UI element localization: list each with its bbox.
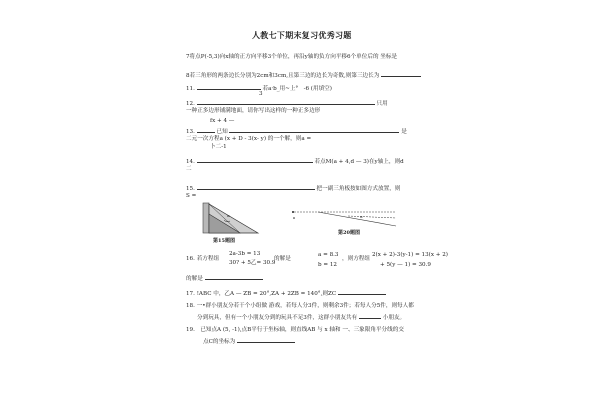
question-14-line2: 二 xyxy=(186,166,192,172)
question-17-text: !ABC 中，乙A — ZB = 20°,ZA + 2ZB = 140°,则ZC xyxy=(196,291,337,297)
question-16-mid: 的解是 xyxy=(274,256,291,262)
question-11-tail: -6 (用填空) xyxy=(303,86,332,92)
question-16-post: ，则方程组 xyxy=(342,256,370,262)
question-14-text: 若点M(a + 4,d — 3)在y轴上，则d xyxy=(314,159,404,165)
question-16-eq2: 30? + 5乙= 30.9 xyxy=(229,260,276,266)
question-12-line2: 一种正多边形铺满地面，请你写出这样的一种正多边形 xyxy=(186,108,321,114)
question-11-text: 若a·b_用~上° xyxy=(262,86,299,92)
answer-blank xyxy=(381,71,421,77)
question-16-eq3: 2(x + 2)-3(y-1) = 13(x + 2) xyxy=(372,252,448,258)
question-14 xyxy=(186,157,404,166)
question-13-line2: 二元一次方程a (x + D - 3(x- y) 的一个解，则a = xyxy=(186,136,312,142)
question-13-line3: 卜二-1 xyxy=(210,144,227,150)
question-number: 18. xyxy=(186,303,195,309)
question-number: 14. xyxy=(186,159,195,165)
question-number: 16. xyxy=(186,256,195,262)
question-15-text: 把一副三角板按如图方式放置，则 xyxy=(316,186,401,192)
question-15 xyxy=(186,184,400,193)
question-11-subscript: 3 xyxy=(259,91,263,97)
svg-text:α: α xyxy=(227,213,230,218)
answer-blank xyxy=(197,184,315,190)
figure-15-caption: 第15题图 xyxy=(213,238,235,244)
answer-blank xyxy=(237,337,295,343)
question-number: 13. xyxy=(186,129,195,135)
question-18-text: 一•群小朋友分若干个小组做 游戏，若每人分3件，则剩余3件；若每人分5件，则每人都 xyxy=(196,303,414,309)
answer-blank xyxy=(197,127,215,133)
question-16-eq4: + 5(y — 1) = 30.9 xyxy=(380,262,431,268)
question-13-known: 已知 xyxy=(216,129,228,135)
answer-blank xyxy=(229,127,399,133)
question-18 xyxy=(186,303,414,310)
question-16-eq1: 2a-3b = 13 xyxy=(229,251,261,257)
question-number: 17. xyxy=(186,291,195,297)
question-19-text: 已知点A (5, -1),点B平行于坐标轴，则直线AB 与 x 轴和 一、三象限角平分线的交 xyxy=(200,327,404,333)
question-15-line2: S = xyxy=(186,193,197,199)
question-18-line2-text: 分到玩具，但有一个小朋友分到的玩具不足3件，这群小朋友共有 xyxy=(197,315,358,321)
question-16-sol1: a = 8.3 xyxy=(318,252,339,258)
question-16-sol2: b = 12 xyxy=(318,262,337,268)
answer-blank xyxy=(197,99,375,105)
question-13 xyxy=(186,127,407,136)
question-number: 15. xyxy=(186,186,195,192)
question-12 xyxy=(186,99,388,108)
question-number: 19. xyxy=(186,327,195,333)
page-title: 人教七下期末复习优秀习题 xyxy=(252,30,352,40)
answer-blank xyxy=(359,313,381,319)
question-12-tail: 只用 xyxy=(376,101,388,107)
question-19 xyxy=(186,327,404,334)
answer-blank xyxy=(338,289,386,295)
question-16-pre: 若方程组 xyxy=(196,256,220,262)
answer-blank xyxy=(197,157,313,163)
question-7: 7将点P(-5,3)向x轴的正方向平移3个单位，再沿y轴的负方向平移6个单位后的 坐标是 xyxy=(186,54,398,60)
question-19-line2 xyxy=(203,337,295,346)
question-18-line2 xyxy=(197,313,405,322)
question-13-tail: 是 xyxy=(401,129,407,135)
question-number: 12. xyxy=(186,101,195,107)
figure-15-triangles xyxy=(200,200,262,236)
figure-20-caption: 第20题图 xyxy=(338,230,360,236)
question-8-text: 8若三角形的两条边长分别为2cm和3cm,且第三边的边长为奇数,则第三边长为 xyxy=(186,73,380,79)
question-18-tail: 小朋友。 xyxy=(382,315,406,321)
question-16 xyxy=(186,256,219,263)
question-8 xyxy=(186,71,421,80)
question-13-top: fx + 4 — xyxy=(210,118,235,124)
question-16-line2 xyxy=(186,274,263,283)
answer-blank xyxy=(205,274,263,280)
question-16-line2-text: 的解是 xyxy=(186,276,203,282)
question-19-line2-text: 点C的坐标为 xyxy=(203,339,236,345)
question-number: 11. xyxy=(186,86,195,92)
svg-text:α: α xyxy=(360,214,363,219)
question-17 xyxy=(186,289,386,298)
answer-blank xyxy=(197,84,261,90)
